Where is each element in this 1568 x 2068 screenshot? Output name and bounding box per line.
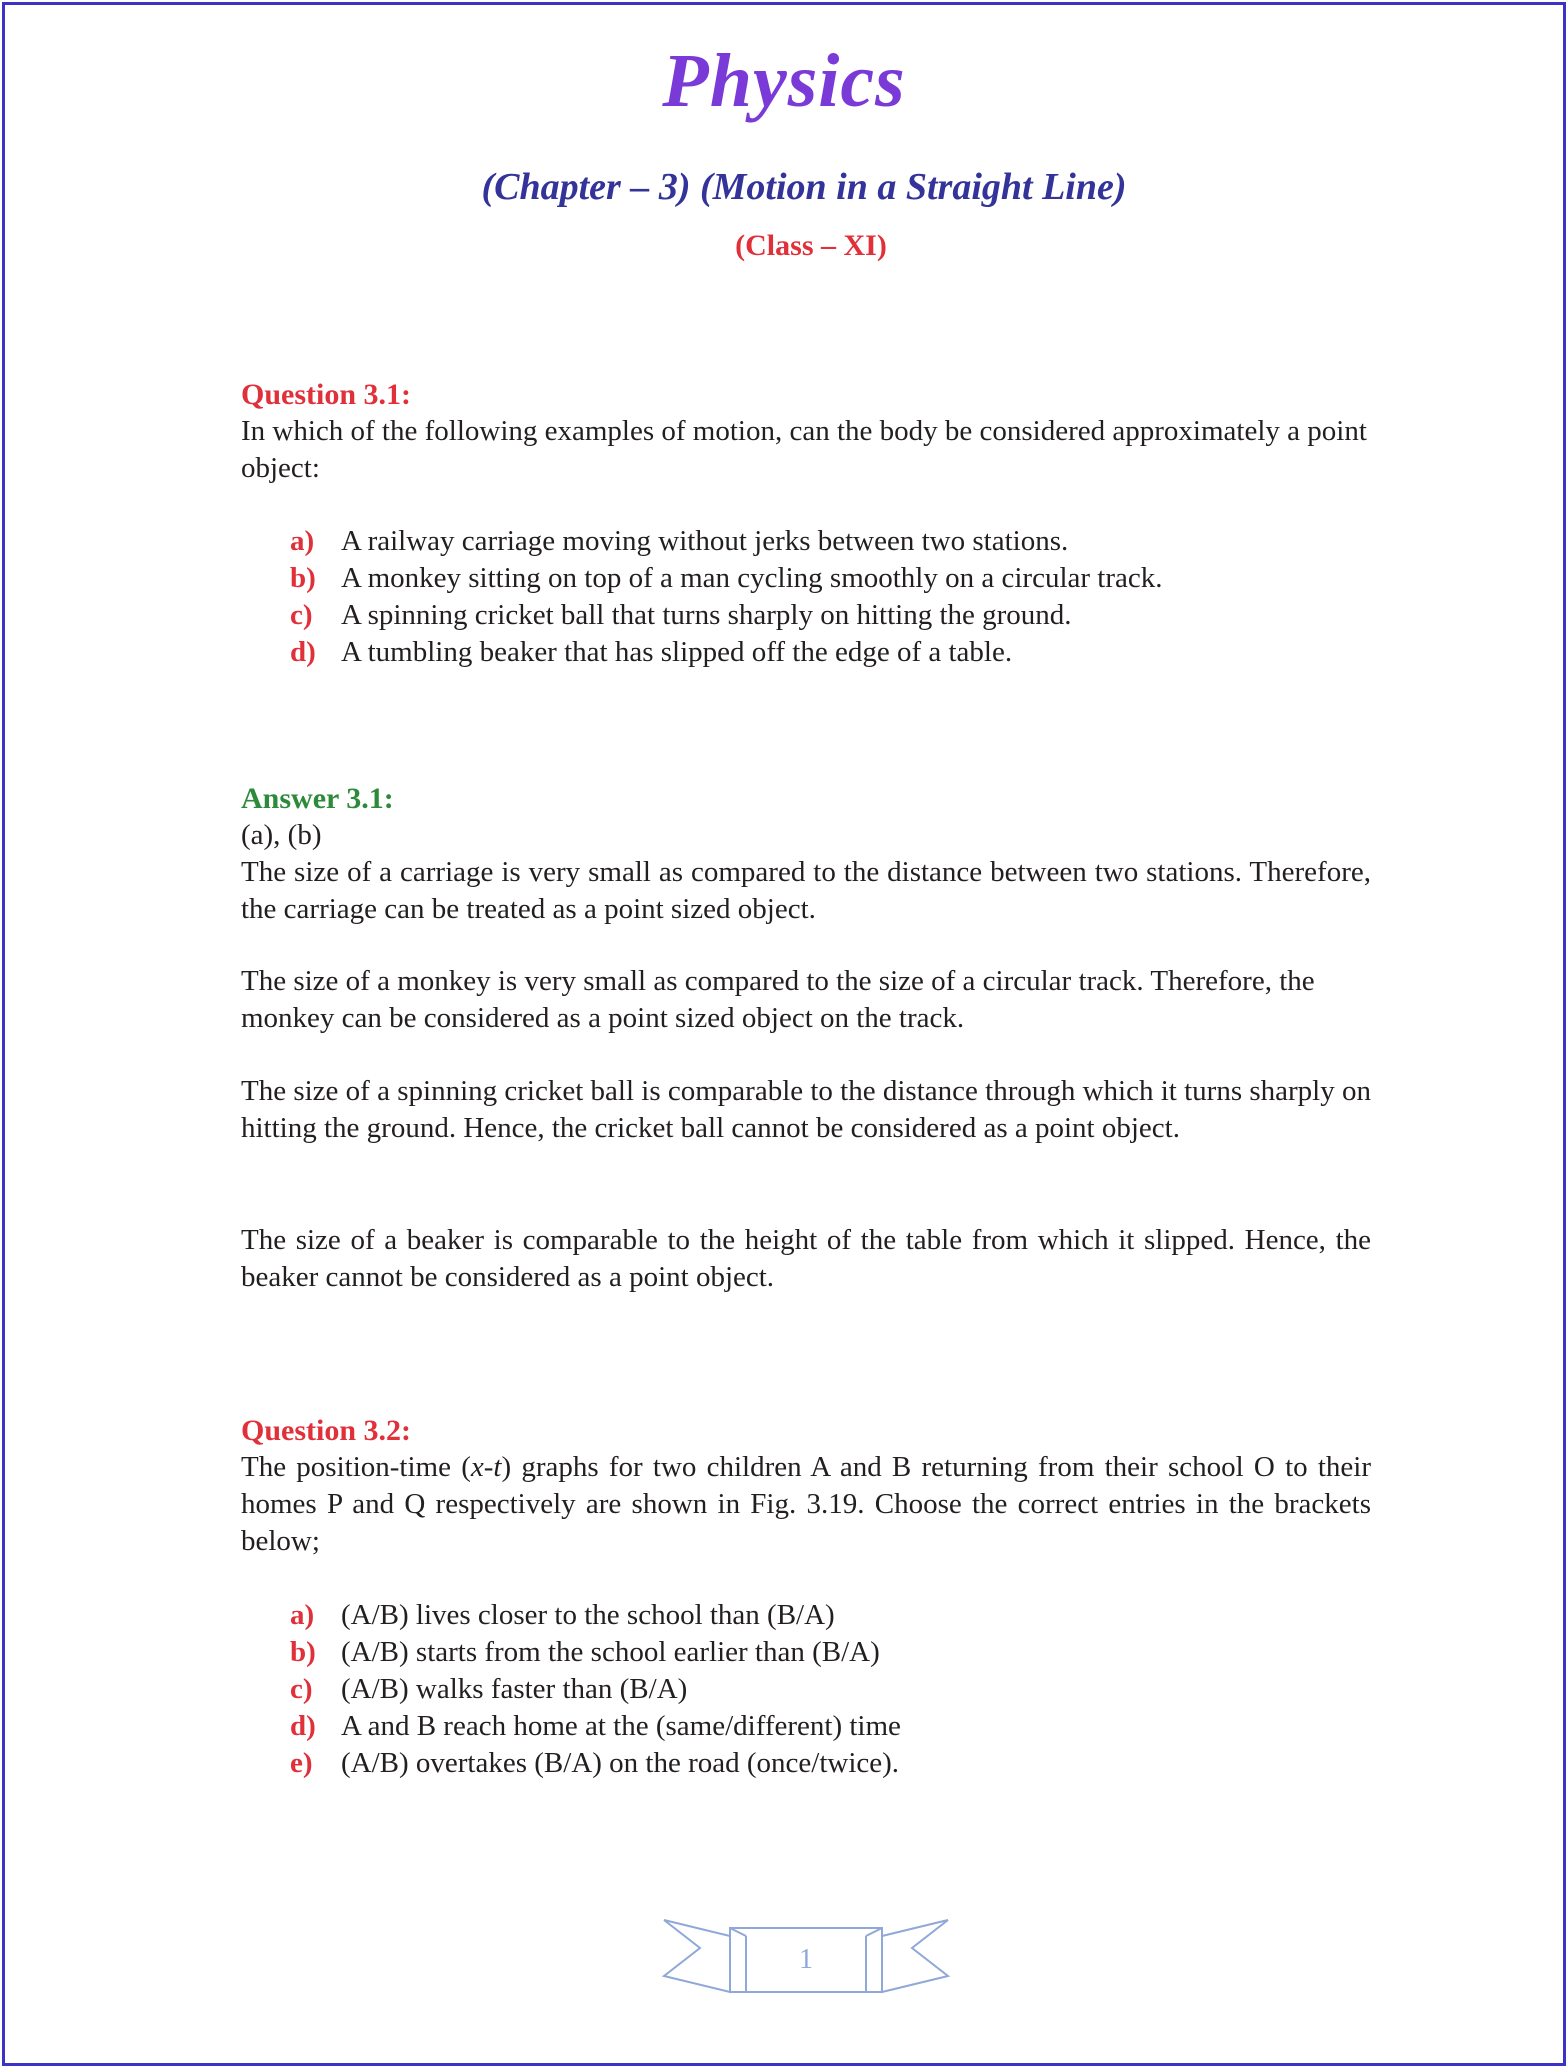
answer-paragraph: The size of a spinning cricket ball is comparable to the distance through which it turns sharply on hitting the ground. Hence, the cricket ball cannot be considered as a point object. bbox=[241, 1075, 1371, 1144]
option-item bbox=[241, 634, 1371, 671]
option-item bbox=[241, 1634, 1371, 1671]
option-letter: d) bbox=[290, 1710, 316, 1742]
option-letter: d) bbox=[290, 636, 316, 668]
option-text: A spinning cricket ball that turns sharply on hitting the ground. bbox=[341, 599, 1072, 631]
option-text: (A/B) walks faster than (B/A) bbox=[341, 1673, 688, 1705]
option-text: (A/B) overtakes (B/A) on the road (once/twice). bbox=[341, 1747, 900, 1779]
question-3-2 bbox=[241, 1412, 1371, 1560]
option-item bbox=[241, 1671, 1371, 1708]
option-letter: e) bbox=[290, 1747, 313, 1779]
question-3-2-options bbox=[241, 1597, 1371, 1782]
option-text: A railway carriage moving without jerks between two stations. bbox=[341, 525, 1069, 557]
answer-paragraph: The size of a beaker is comparable to the height of the table from which it slipped. Hence, the beaker cannot be considered as a point object. bbox=[241, 1224, 1371, 1293]
option-item bbox=[241, 560, 1371, 597]
option-item bbox=[241, 1597, 1371, 1634]
answer-3-1-choice: (a), (b) bbox=[241, 819, 322, 851]
question-3-2-heading: Question 3.2: bbox=[241, 1414, 412, 1447]
option-item bbox=[241, 1708, 1371, 1745]
question-text-part: The position-time ( bbox=[241, 1451, 471, 1483]
question-3-1-text: In which of the following examples of motion, can the body be considered approximately a point object: bbox=[241, 415, 1367, 484]
page-title: Physics bbox=[662, 39, 906, 123]
option-text: A monkey sitting on top of a man cycling smoothly on a circular track. bbox=[341, 562, 1163, 594]
question-3-1-heading: Question 3.1: bbox=[241, 378, 412, 411]
answer-paragraph: The size of a monkey is very small as compared to the size of a circular track. Therefore, the monkey can be considered as a point sized object on the track. bbox=[241, 965, 1315, 1034]
option-text: A and B reach home at the (same/different) time bbox=[341, 1710, 901, 1742]
class-label: (Class – XI) bbox=[735, 229, 887, 262]
option-letter: b) bbox=[290, 1636, 316, 1668]
question-text-part: ) graphs for two children A and B returning from their school O to their homes P and Q respectively are shown in Fig. 3.19. Choose the correct entries in the brackets below; bbox=[241, 1451, 1372, 1557]
option-item bbox=[241, 1745, 1371, 1782]
option-text: (A/B) lives closer to the school than (B/A) bbox=[341, 1599, 835, 1631]
chapter-subtitle: (Chapter – 3) (Motion in a Straight Line) bbox=[481, 166, 1127, 208]
answer-paragraph: The size of a carriage is very small as compared to the distance between two stations. Therefore, the carriage can be treated as a point sized object. bbox=[241, 856, 1371, 925]
option-letter: c) bbox=[290, 599, 313, 631]
option-item bbox=[241, 523, 1371, 560]
question-3-1 bbox=[241, 376, 1371, 487]
option-text: A tumbling beaker that has slipped off the edge of a table. bbox=[341, 636, 1013, 668]
option-letter: a) bbox=[290, 525, 315, 557]
question-text-italic: x-t bbox=[470, 1451, 502, 1483]
answer-3-1-para-3 bbox=[241, 1073, 1371, 1147]
answer-3-1-para-2 bbox=[241, 963, 1371, 1037]
option-text: (A/B) starts from the school earlier than (B/A) bbox=[341, 1636, 880, 1668]
question-3-1-options bbox=[241, 523, 1371, 671]
question-3-2-text bbox=[241, 1449, 1371, 1560]
answer-3-1-heading: Answer 3.1: bbox=[241, 782, 394, 815]
option-letter: b) bbox=[290, 562, 316, 594]
page-number: 1 bbox=[799, 1944, 813, 1975]
option-letter: a) bbox=[290, 1599, 315, 1631]
option-letter: c) bbox=[290, 1673, 313, 1705]
answer-3-1-para-4 bbox=[241, 1222, 1371, 1296]
option-item bbox=[241, 597, 1371, 634]
answer-3-1 bbox=[241, 780, 1371, 928]
